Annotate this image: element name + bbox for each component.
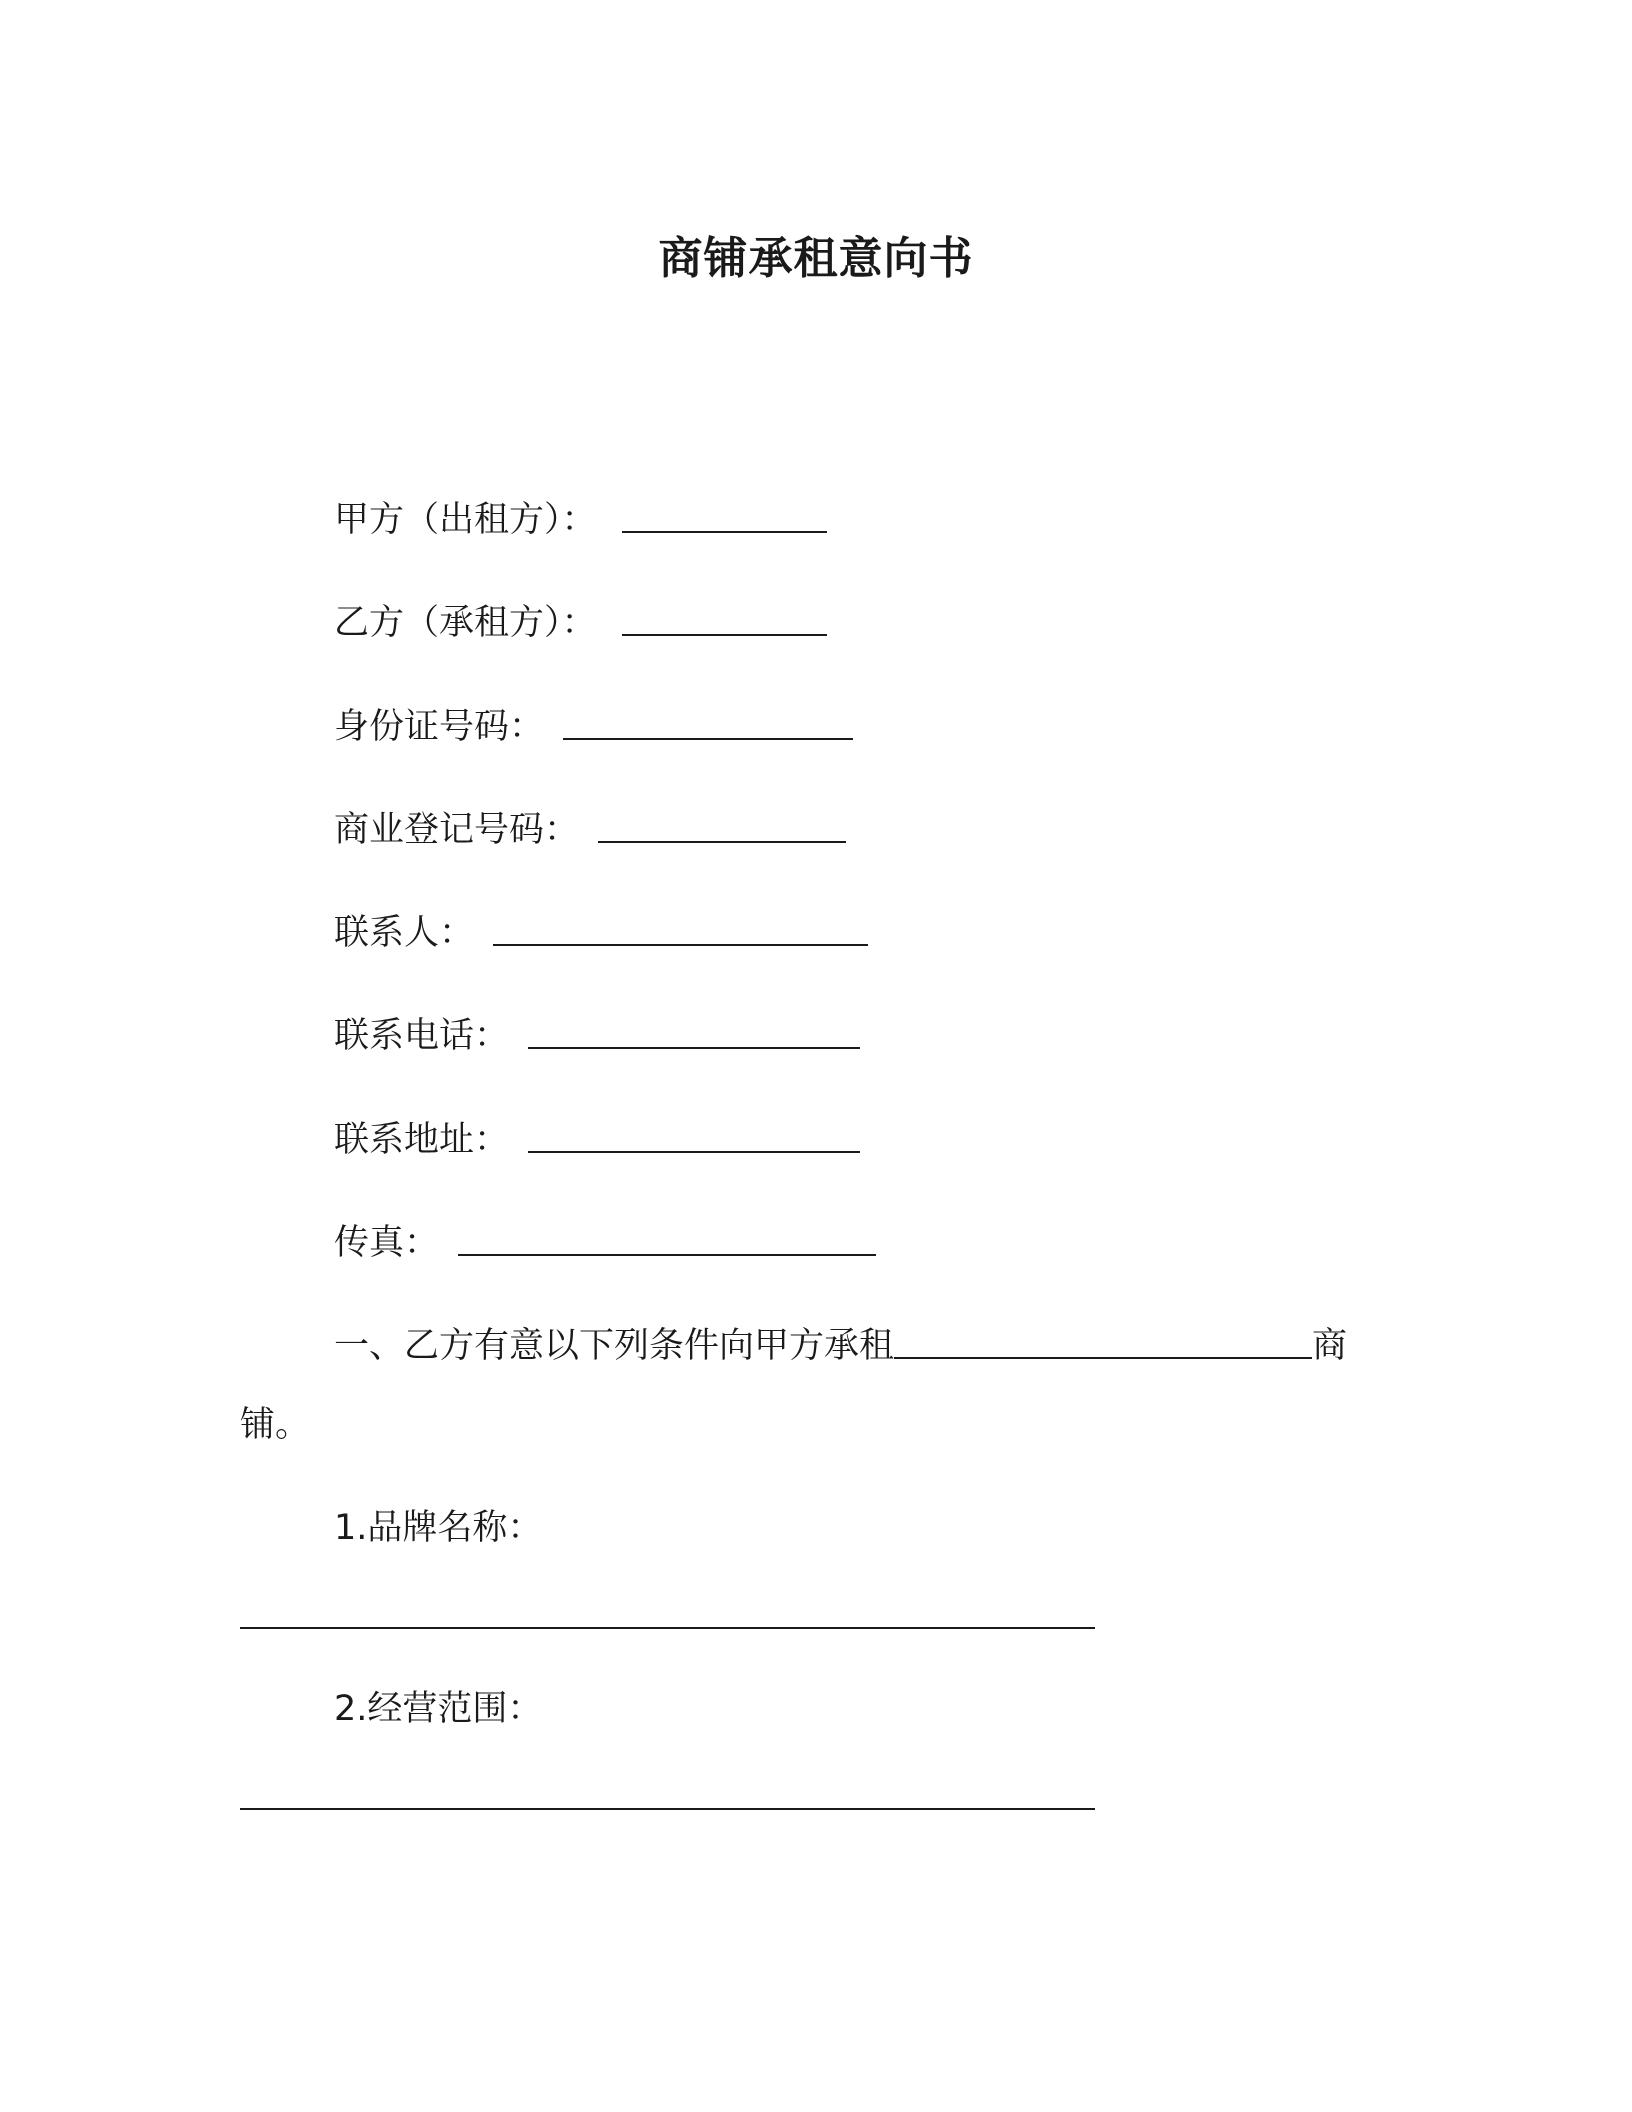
fill-in-blank[interactable]	[894, 1356, 1312, 1359]
item-label: 1.品牌名称：	[334, 1508, 543, 1548]
fill-in-blank[interactable]	[622, 633, 827, 636]
field-label: 乙方（承租方）：	[334, 603, 597, 643]
clause-one	[334, 1326, 1348, 1366]
field-label: 联系人：	[334, 913, 475, 953]
field-label: 甲方（出租方）：	[334, 500, 597, 540]
field-label: 身份证号码：	[334, 707, 545, 747]
field-business-registration	[334, 810, 846, 850]
field-label: 商业登记号码：	[334, 810, 580, 850]
field-party-a	[334, 500, 827, 540]
field-contact-phone	[334, 1016, 860, 1056]
fill-in-blank[interactable]	[622, 530, 827, 533]
field-label: 联系电话：	[334, 1016, 510, 1056]
business-scope-blank[interactable]	[240, 1808, 1095, 1810]
field-contact-address	[334, 1120, 860, 1160]
fill-in-blank[interactable]	[528, 1046, 860, 1049]
clause-text: 一、乙方有意以下列条件向甲方承租	[334, 1326, 895, 1366]
clause-one-continuation: 铺。	[240, 1405, 311, 1445]
field-id-number	[334, 707, 853, 747]
field-fax	[334, 1223, 876, 1263]
fill-in-blank[interactable]	[493, 943, 868, 946]
item-business-scope	[334, 1689, 543, 1729]
field-label: 传真：	[334, 1223, 440, 1263]
fill-in-blank[interactable]	[528, 1150, 860, 1153]
field-label: 联系地址：	[334, 1120, 510, 1160]
field-party-b	[334, 603, 827, 643]
item-label: 2.经营范围：	[334, 1689, 543, 1729]
item-brand-name	[334, 1508, 543, 1548]
field-contact-person	[334, 913, 868, 953]
brand-name-blank[interactable]	[240, 1627, 1095, 1629]
document-title: 商铺承租意向书	[658, 233, 974, 284]
clause-text-end: 商	[1312, 1326, 1348, 1366]
fill-in-blank[interactable]	[458, 1253, 876, 1256]
fill-in-blank[interactable]	[563, 737, 853, 740]
fill-in-blank[interactable]	[598, 840, 846, 843]
